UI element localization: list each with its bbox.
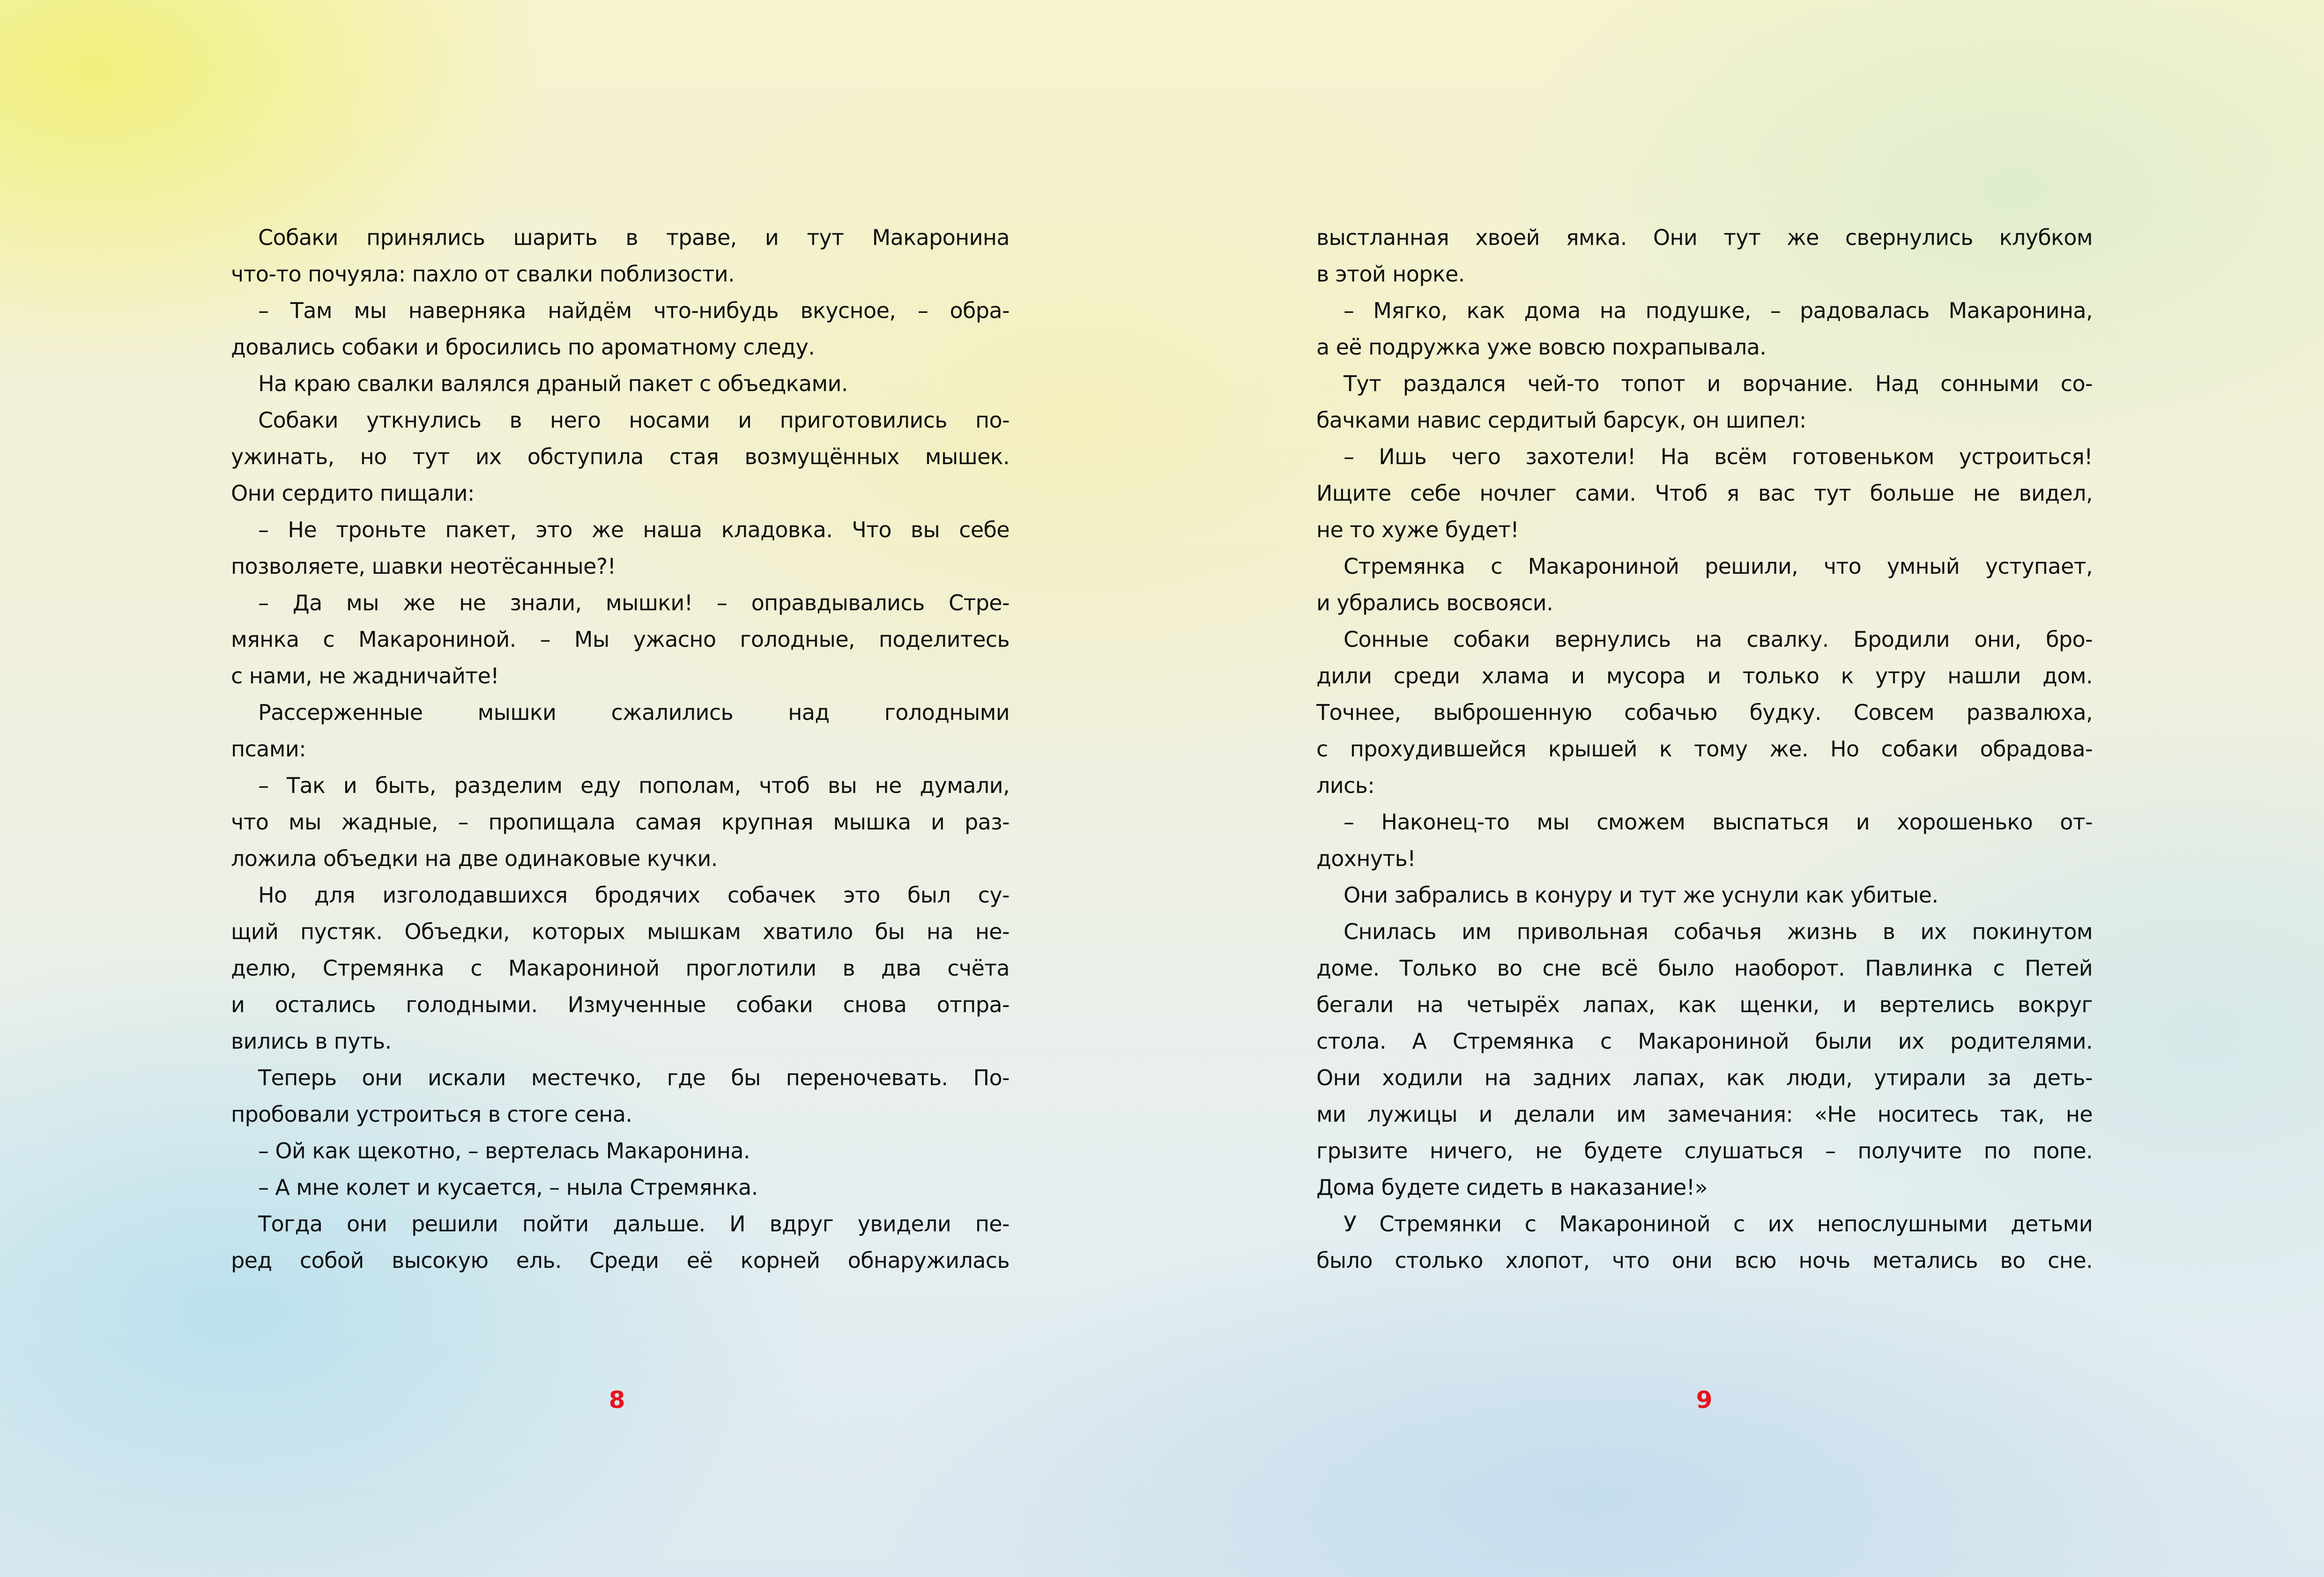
text-line: мянка с Макарониной. – Мы ужасно голодные, поделитесь xyxy=(231,627,1010,652)
text-line: было столько хлопот, что они всю ночь метались во сне. xyxy=(1316,1248,2093,1273)
text-line: делю, Стремянка с Макарониной проглотили в два счёта xyxy=(231,955,1010,981)
text-line: Но для изголодавшихся бродячих собачек это был су- xyxy=(258,882,1010,908)
text-line: дили среди хлама и мусора и только к утру нашли дом. xyxy=(1316,663,2093,689)
text-line: Собаки принялись шарить в траве, и тут Макаронина xyxy=(258,225,1010,250)
text-line: псами: xyxy=(231,736,306,762)
text-line: не то хуже будет! xyxy=(1316,517,1519,542)
text-line: – Ой как щекотно, – вертелась Макаронина. xyxy=(258,1138,750,1163)
text-line: – Так и быть, разделим еду пополам, чтоб вы не думали, xyxy=(258,773,1010,798)
text-line: Рассерженные мышки сжалились над голодными xyxy=(258,700,1010,725)
text-line: Дома будете сидеть в наказание!» xyxy=(1316,1175,1708,1200)
text-line: Тогда они решили пойти дальше. И вдруг увидели пе- xyxy=(258,1211,1010,1236)
text-line: Теперь они искали местечко, где бы переночевать. По- xyxy=(258,1065,1010,1090)
text-line: выстланная хвоей ямка. Они тут же свернулись клубком xyxy=(1316,225,2093,250)
text-line: – Не троньте пакет, это же наша кладовка. Что вы себе xyxy=(258,517,1010,542)
text-line: и остались голодными. Измученные собаки снова отпра- xyxy=(231,992,1010,1017)
text-line: – А мне колет и кусается, – ныла Стремянка. xyxy=(258,1175,758,1200)
text-line: – Ишь чего захотели! На всём готовеньком устроиться! xyxy=(1344,444,2093,469)
text-line: Собаки уткнулись в него носами и приготовились по- xyxy=(258,407,1010,433)
text-line: щий пустяк. Объедки, которых мышкам хватило бы на не- xyxy=(231,919,1010,944)
page-number-left: 8 xyxy=(609,1386,625,1414)
text-line: пробовали устроиться в стоге сена. xyxy=(231,1102,632,1127)
text-line: вились в путь. xyxy=(231,1029,392,1054)
text-line: – Да мы же не знали, мышки! – оправдывались Стре- xyxy=(258,590,1010,615)
text-line: Сонные собаки вернулись на свалку. Бродили они, бро- xyxy=(1344,627,2093,652)
text-line: в этой норке. xyxy=(1316,261,1465,287)
text-line: довались собаки и бросились по ароматному следу. xyxy=(231,334,815,360)
text-line: – Мягко, как дома на подушке, – радовалась Макаронина, xyxy=(1344,298,2093,323)
text-line: позволяете, шавки неотёсанные?! xyxy=(231,554,616,579)
text-line: грызите ничего, не будете слушаться – получите по попе. xyxy=(1316,1138,2093,1163)
text-line: и убрались восвояси. xyxy=(1316,590,1553,615)
text-line: Они сердито пищали: xyxy=(231,481,475,506)
text-line: стола. А Стремянка с Макарониной были их родителями. xyxy=(1316,1029,2093,1054)
text-line: Они ходили на задних лапах, как люди, утирали за деть- xyxy=(1316,1065,2093,1090)
text-line: Точнее, выброшенную собачью будку. Совсем развалюха, xyxy=(1316,700,2093,725)
text-line: что-то почуяла: пахло от свалки поблизости. xyxy=(231,261,735,287)
text-line: с нами, не жадничайте! xyxy=(231,663,499,689)
text-line: Тут раздался чей-то топот и ворчание. Над сонными со- xyxy=(1344,371,2093,396)
text-line: дохнуть! xyxy=(1316,846,1416,871)
right-page-text xyxy=(1316,219,2093,1279)
text-line: ми лужицы и делали им замечания: «Не носитесь так, не xyxy=(1316,1102,2093,1127)
text-line: что мы жадные, – пропищала самая крупная мышка и раз- xyxy=(231,809,1010,835)
text-line: Ищите себе ночлег сами. Чтоб я вас тут больше не видел, xyxy=(1316,481,2093,506)
text-line: Снилась им привольная собачья жизнь в их покинутом xyxy=(1344,919,2093,944)
text-line: На краю свалки валялся драный пакет с объедками. xyxy=(258,371,848,396)
text-line: У Стремянки с Макарониной с их непослушными детьми xyxy=(1344,1211,2093,1236)
text-line: – Наконец-то мы сможем выспаться и хорошенько от- xyxy=(1344,809,2093,835)
text-line: доме. Только во сне всё было наоборот. Павлинка с Петей xyxy=(1316,955,2093,981)
left-page-text xyxy=(231,219,1010,1279)
text-line: ужинать, но тут их обступила стая возмущённых мышек. xyxy=(231,444,1010,469)
text-line: ред собой высокую ель. Среди её корней обнаружилась xyxy=(231,1248,1010,1273)
text-line: бачками навис сердитый барсук, он шипел: xyxy=(1316,407,1806,433)
text-line: ложила объедки на две одинаковые кучки. xyxy=(231,846,718,871)
text-line: Стремянка с Макарониной решили, что умный уступает, xyxy=(1344,554,2093,579)
text-line: бегали на четырёх лапах, как щенки, и вертелись вокруг xyxy=(1316,992,2093,1017)
text-line: – Там мы наверняка найдём что-нибудь вкусное, – обра- xyxy=(258,298,1010,323)
text-line: Они забрались в конуру и тут же уснули как убитые. xyxy=(1344,882,1938,908)
text-line: с прохудившейся крышей к тому же. Но собаки обрадова- xyxy=(1316,736,2093,762)
text-line: а её подружка уже вовсю похрапывала. xyxy=(1316,334,1767,360)
page-number-right: 9 xyxy=(1696,1386,1713,1414)
text-line: лись: xyxy=(1316,773,1375,798)
